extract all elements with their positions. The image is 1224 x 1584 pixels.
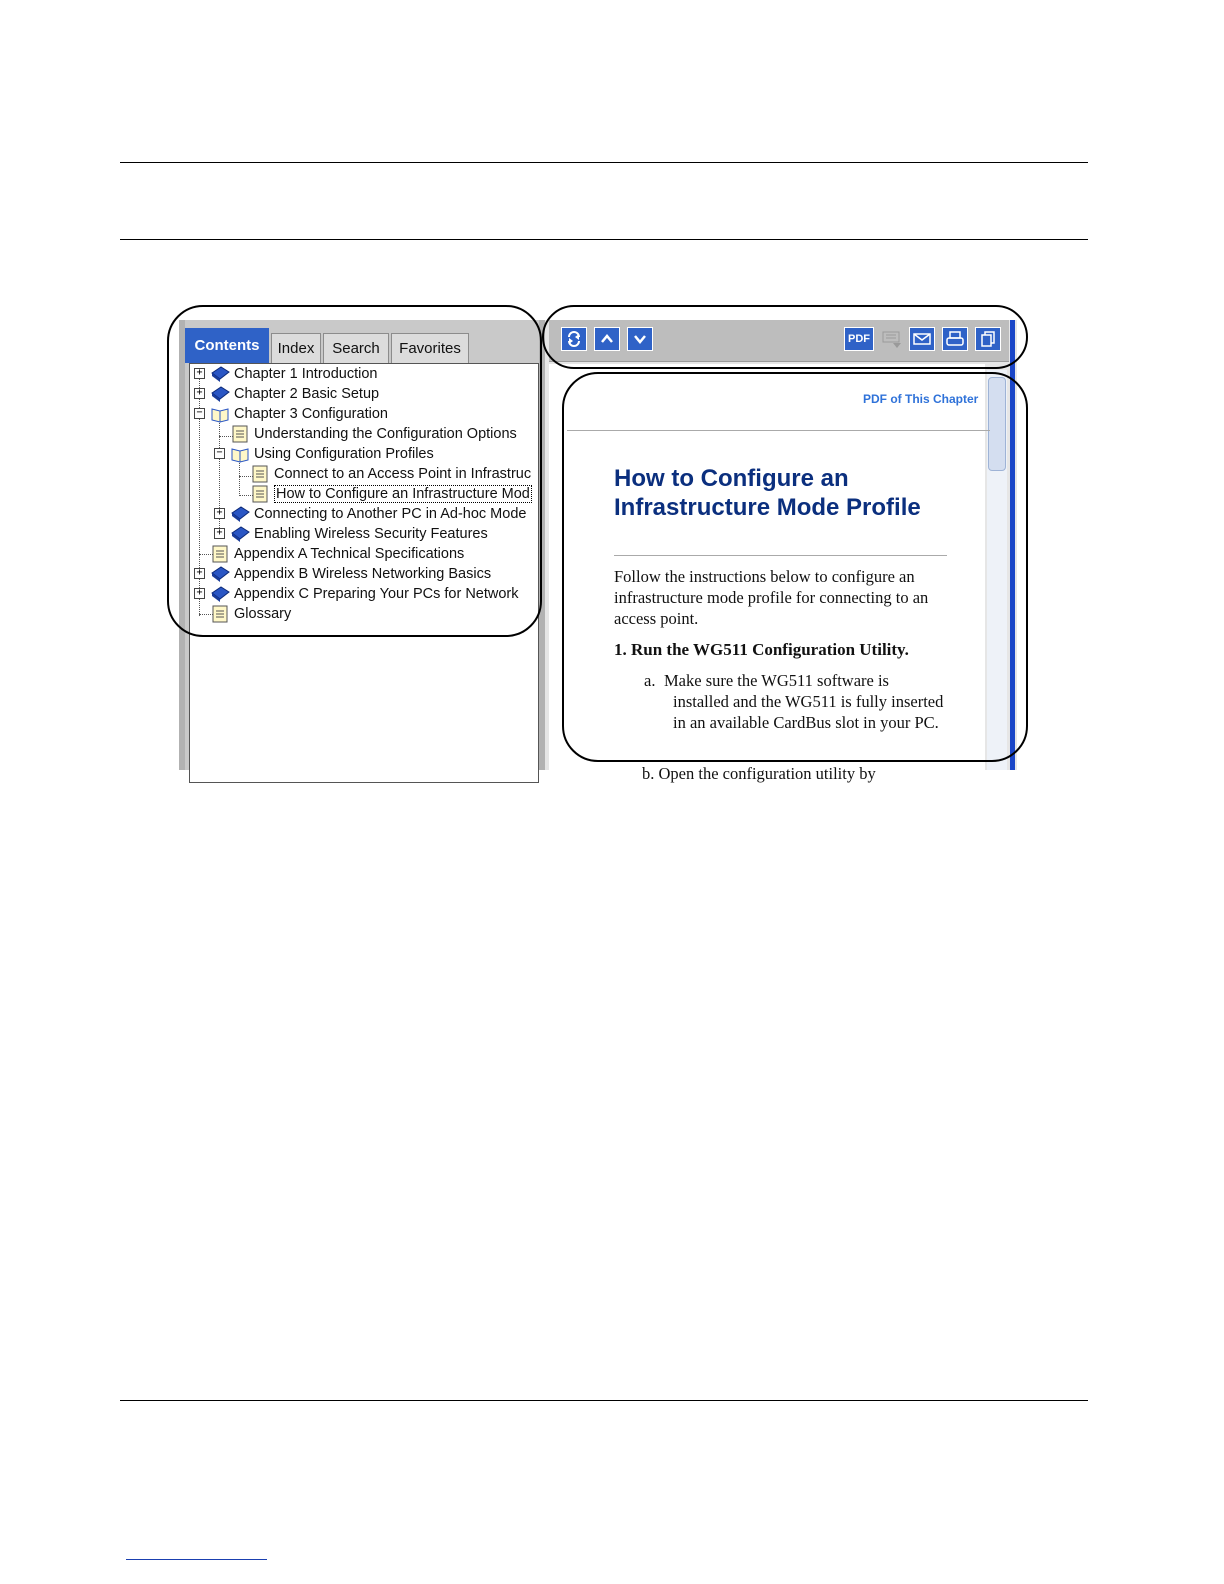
pdf-of-chapter-link[interactable]: PDF of This Chapter xyxy=(863,392,979,406)
expand-plus-icon[interactable]: + xyxy=(194,588,205,599)
tree-item[interactable]: Chapter 3 Configuration xyxy=(210,404,388,424)
tree-item[interactable]: Understanding the Configuration Options xyxy=(230,424,517,444)
header-rule-bottom xyxy=(120,239,1088,240)
pdf-button[interactable]: PDF xyxy=(844,327,874,351)
footer-rule xyxy=(120,1400,1088,1401)
tab-search[interactable]: Search xyxy=(323,333,389,363)
tree-item[interactable]: Glossary xyxy=(210,604,291,624)
expand-plus-icon[interactable]: + xyxy=(194,388,205,399)
tree-item[interactable]: Using Configuration Profiles xyxy=(230,444,434,464)
topic-intro: Follow the instructions below to configure an infrastructure mode profile for connecting to an access point. xyxy=(614,567,929,628)
header-rule-top xyxy=(120,162,1088,163)
collapse-minus-icon[interactable]: − xyxy=(214,448,225,459)
tab-favorites[interactable]: Favorites xyxy=(391,333,469,363)
tab-index[interactable]: Index xyxy=(271,333,321,363)
annotation-ring-toolbar xyxy=(542,305,1028,369)
expand-plus-icon[interactable]: + xyxy=(214,508,225,519)
expand-plus-icon[interactable]: + xyxy=(194,568,205,579)
tree-item[interactable]: Enabling Wireless Security Features xyxy=(230,524,488,544)
tree-item[interactable]: Chapter 2 Basic Setup xyxy=(210,384,379,404)
tab-contents[interactable]: Contents xyxy=(185,328,269,363)
help-viewer-screenshot xyxy=(165,300,1035,783)
annotation-ring-navigation xyxy=(167,305,542,637)
tree-item-selected[interactable]: How to Configure an Infrastructure Mod xyxy=(250,484,532,504)
annotation-ring-content xyxy=(562,372,1028,762)
step-substep: a. Make sure the WG511 software is installed and the WG511 is fully inserted in an available CardBus slot in your PC. xyxy=(644,671,944,732)
tree-item[interactable]: Connect to an Access Point in Infrastruc xyxy=(250,464,531,484)
expand-plus-icon[interactable]: + xyxy=(194,368,205,379)
tree-item[interactable]: Chapter 1 Introduction xyxy=(210,364,377,384)
collapse-minus-icon[interactable]: − xyxy=(194,408,205,419)
tree-item[interactable]: Appendix C Preparing Your PCs for Network xyxy=(210,584,519,604)
step-substep-clipped: b. Open the configuration utility by xyxy=(642,764,876,783)
step-heading: 1. Run the WG511 Configuration Utility. xyxy=(614,640,909,659)
expand-plus-icon[interactable]: + xyxy=(214,528,225,539)
tree-item[interactable]: Connecting to Another PC in Ad-hoc Mode xyxy=(230,504,526,524)
tree-item[interactable]: Appendix A Technical Specifications xyxy=(210,544,464,564)
tree-item[interactable]: Appendix B Wireless Networking Basics xyxy=(210,564,491,584)
footer-link-underline xyxy=(126,1559,267,1560)
topic-title: How to Configure an Infrastructure Mode Profile xyxy=(614,465,921,521)
